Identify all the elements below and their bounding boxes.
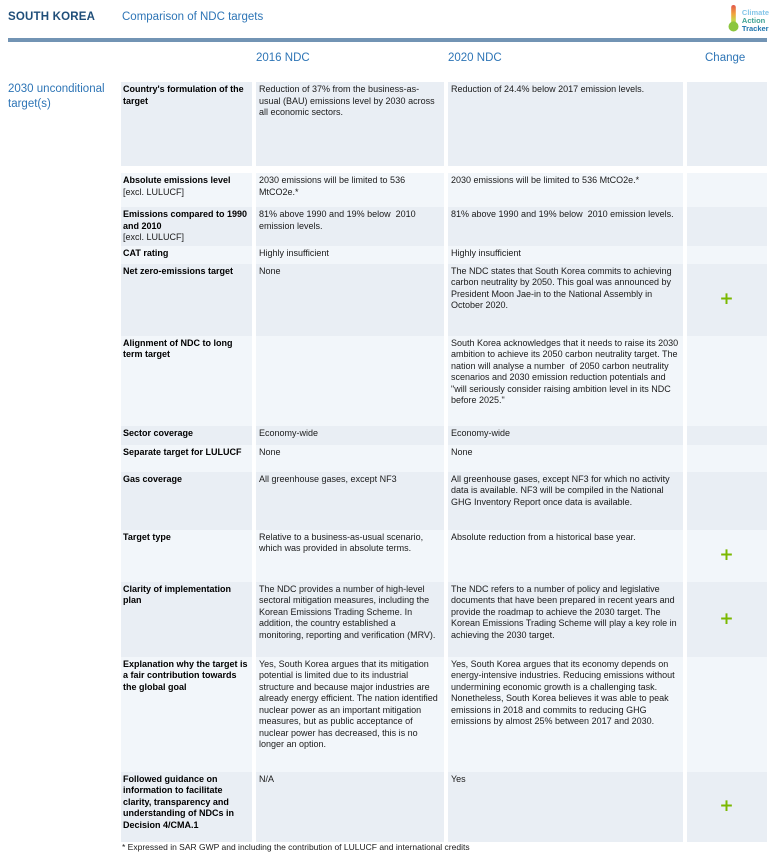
row-label-text: CAT rating (123, 247, 169, 258)
cell-2016: The NDC provides a number of high-level sectoral mitigation measures, including the Korean Emissions Trading Scheme. In addition, the country established a monitoring, reporting and verification (MRV). (256, 582, 444, 657)
ndc-table-body (121, 82, 767, 842)
cell-2020: 2030 emissions will be limited to 536 MtCO2e.* (448, 173, 683, 207)
cell-change (687, 530, 767, 582)
row-label-text: Emissions compared to 1990 and 2010 (123, 209, 248, 231)
change-plus-icon: + (719, 289, 734, 309)
row-label-text: Clarity of implementation plan (123, 583, 232, 605)
row-label (121, 472, 252, 530)
cell-2016: 2030 emissions will be limited to 536 MtCO2e.* (256, 173, 444, 207)
column-header-2016-ndc: 2016 NDC (256, 52, 310, 64)
logo-wordmark (742, 9, 769, 33)
cell-change (687, 246, 767, 264)
country-title: SOUTH KOREA (8, 11, 96, 23)
cell-2016: None (256, 264, 444, 336)
row-label-text: Alignment of NDC to long term target (123, 337, 233, 359)
row-label-text: Separate target for LULUCF (123, 446, 242, 457)
cell-2020: Reduction of 24.4% below 2017 emission levels. (448, 82, 683, 166)
row-label (121, 264, 252, 336)
cell-2016 (256, 336, 444, 426)
cell-2016: All greenhouse gases, except NF3 (256, 472, 444, 530)
table-row (121, 582, 767, 657)
logo-word-tracker: Tracker (741, 23, 769, 33)
header-divider (8, 38, 767, 42)
cell-change (687, 472, 767, 530)
logo-word-climate: Climate (741, 7, 769, 17)
row-label-text: Sector coverage (123, 427, 194, 438)
table-row (121, 264, 767, 336)
section-label-2030-unconditional: 2030 unconditional target(s) (8, 83, 105, 110)
cell-2016: None (256, 445, 444, 472)
cell-2016: Reduction of 37% from the business-as-usual (BAU) emissions level by 2030 across all economic sectors. (256, 82, 444, 166)
row-label-text: Absolute emissions level (123, 175, 231, 185)
table-row (121, 472, 767, 530)
table-row (121, 772, 767, 842)
cell-change (687, 207, 767, 246)
cell-2020: Yes, South Korea argues that its economy depends on energy-intensive industries. Reducing emissions without undermining economic growth is a challenging task. Nonetheless, South Korea believes it was able to peak emissions in 2018 and commits to reducing GHG emissions by almost 25% between 2017 and 2030. (448, 657, 683, 772)
column-header-2020-ndc: 2020 NDC (448, 52, 502, 64)
cell-2020: The NDC states that South Korea commits to achieving carbon neutrality by 2050. This goal was announced by President Moon Jae-in to the National Assembly in October 2020. (448, 264, 683, 336)
row-label (121, 82, 252, 166)
row-sublabel: [excl. LULUCF] (123, 186, 185, 197)
cell-change (687, 657, 767, 772)
table-row (121, 173, 767, 207)
row-label (121, 246, 252, 264)
table-row (121, 207, 767, 246)
cell-2020: Absolute reduction from a historical base year. (448, 530, 683, 582)
cell-2016: Highly insufficient (256, 246, 444, 264)
table-row (121, 246, 767, 264)
row-label (121, 426, 252, 445)
table-row (121, 445, 767, 472)
row-sublabel: [excl. LULUCF] (123, 232, 185, 242)
page-title: Comparison of NDC targets (122, 11, 264, 23)
thermometer-icon (728, 4, 739, 37)
cell-2016: Relative to a business-as-usual scenario, which was provided in absolute terms. (256, 530, 444, 582)
row-label (121, 207, 252, 246)
row-label-text: Country's formulation of the target (123, 84, 244, 106)
cell-2016: 81% above 1990 and 19% below 2010 emission levels. (256, 207, 444, 246)
row-label (121, 530, 252, 582)
cell-2016: N/A (256, 772, 444, 842)
cell-2020: Economy-wide (448, 426, 683, 445)
footnote: * Expressed in SAR GWP and including the contribution of LULUCF and international credits (122, 842, 470, 852)
row-label-text: Net zero-emissions target (123, 265, 234, 276)
row-label (121, 582, 252, 657)
change-plus-icon: + (719, 545, 734, 565)
row-label (121, 772, 252, 842)
cell-change (687, 445, 767, 472)
cell-change (687, 336, 767, 426)
row-label-text: Target type (123, 531, 171, 542)
logo-word-action: Action (741, 15, 766, 25)
cell-2020: South Korea acknowledges that it needs to raise its 2030 ambition to achieve its 2050 carbon neutrality target. The nation will analyse a number of 2050 carbon neutrality scenarios and 2030 emission reduction potentials and "will seriously consider raising ambition level in its NDC before 2025." (448, 336, 683, 426)
cell-2020: All greenhouse gases, except NF3 for which no activity data is available. NF3 will be compiled in the National GHG Inventory Report once data is available. (448, 472, 683, 530)
cell-change (687, 82, 767, 166)
table-row (121, 426, 767, 445)
table-row (121, 657, 767, 772)
column-header-change: Change (705, 52, 746, 64)
cell-2016: Yes, South Korea argues that its mitigation potential is limited due to its industrial structure and because major industries are already energy efficient. The nation identified nuclear power as an important mitigation measures, but as public acceptance of nuclear power has decreased, this is no longer an option. (256, 657, 444, 772)
cell-change (687, 173, 767, 207)
cell-change (687, 772, 767, 842)
cell-2020: None (448, 445, 683, 472)
cell-change (687, 582, 767, 657)
cell-2020: The NDC refers to a number of policy and legislative documents that have been prepared in recent years and provide the roadmap to achieve the 2030 target. The Korean Emissions Trading Scheme will play a key role in achieving the 2030 target. (448, 582, 683, 657)
row-label (121, 657, 252, 772)
cell-2020: 81% above 1990 and 19% below 2010 emission levels. (448, 207, 683, 246)
row-label (121, 173, 252, 207)
row-label-text: Explanation why the target is a fair contribution towards the global goal (123, 658, 248, 692)
climate-action-tracker-logo[interactable] (728, 4, 769, 37)
cell-2016: Economy-wide (256, 426, 444, 445)
row-label-text: Gas coverage (123, 473, 183, 484)
row-label (121, 445, 252, 472)
cell-change (687, 426, 767, 445)
cell-2020: Yes (448, 772, 683, 842)
table-row (121, 82, 767, 166)
row-label-text: Followed guidance on information to facilitate clarity, transparency and understanding of NDCs in Decision 4/CMA.1 (123, 773, 234, 830)
cell-change (687, 264, 767, 336)
row-label (121, 336, 252, 426)
cell-2020: Highly insufficient (448, 246, 683, 264)
change-plus-icon: + (719, 796, 734, 816)
change-plus-icon: + (719, 608, 734, 629)
table-row (121, 530, 767, 582)
table-row (121, 336, 767, 426)
